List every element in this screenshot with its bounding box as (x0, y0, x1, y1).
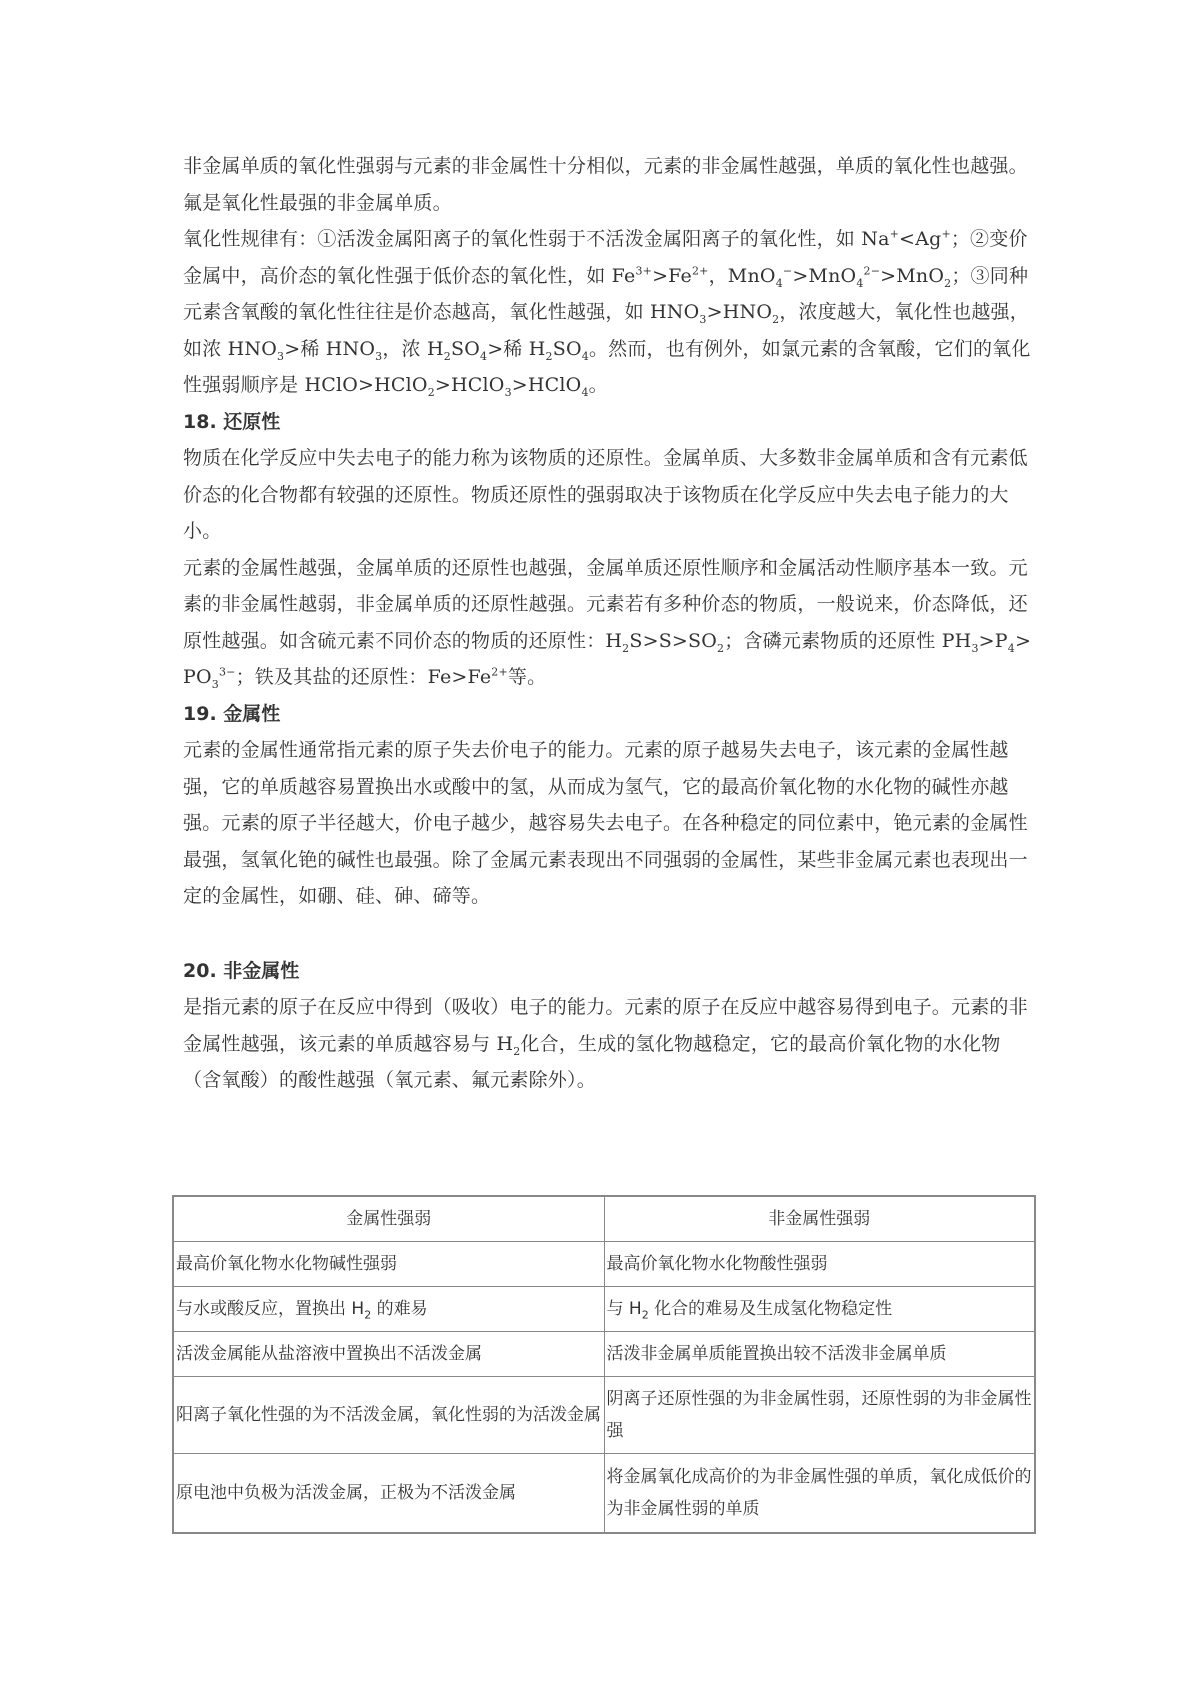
paragraph-oxidation-rules: 氧化性规律有：①活泼金属阳离子的氧化性弱于不活泼金属阳离子的氧化性，如 Na+<Ag+；②变价金属中，高价态的氧化性强于低价态的氧化性，如 $Fe^{3+}>Fe^{2+}$，MnO$_4$−>MnO$_4^{2-}$>MnO$_2$；③同种元素含氧酸的氧化性往往是价态越高，氧化性越强，如 $HNO_3>HNO_2$，浓度越大，氧化性也越强，如浓 $HNO_3>$稀 $HNO_3$，浓 $H_2SO_4>$稀 $H_2SO_4$。然而，也有例外，如氯元素的含氧酸，它们的氧化性强弱顺序是 HClO>HClO$_2$>HClO$_3$>HClO$_4$。 (183, 227, 1031, 399)
table-cell: 最高价氧化物水化物酸性强弱 (604, 1242, 1035, 1287)
table-header-nonmetal: 非金属性强弱 (604, 1196, 1035, 1242)
paragraph-reducibility-rules: 元素的金属性越强，金属单质的还原性也越强，金属单质还原性顺序和金属活动性顺序基本一致。元素的非金属性越弱，非金属单质的还原性越强。元素若有多种价态的物质，一般说来，价态降低，还原性越强。如含硫元素不同价态的物质的还原性：$H_2S>S>SO_2$；含磷元素物质的还原性 $PH_3>P_4>PO_3^{3-}$；铁及其盐的还原性：$Fe>Fe^{2+}$等。 (183, 556, 1032, 691)
table-header-metal: 金属性强弱 (173, 1196, 604, 1242)
table-cell: 活泼非金属单质能置换出较不活泼非金属单质 (604, 1332, 1035, 1377)
table-cell: 原电池中负极为活泼金属，正极为不活泼金属 (173, 1454, 604, 1534)
paragraph-reducibility-definition: 物质在化学反应中失去电子的能力称为该物质的还原性。金属单质、大多数非金属单质和含有元素低价态的化合物都有较强的还原性。物质还原性的强弱取决于该物质在化学反应中失去电子能力的大小。 (183, 447, 1028, 542)
table-row (173, 1377, 1035, 1454)
paragraph-nonmetallicity: 是指元素的原子在反应中得到（吸收）电子的能力。元素的原子在反应中越容易得到电子。元素的非金属性越强，该元素的单质越容易与 $H_2$化合，生成的氢化物越稳定，它的最高价氧化物的水化物（含氧酸）的酸性越强（氧元素、氟元素除外）。 (183, 996, 1028, 1091)
table-cell: 阳离子氧化性强的为不活泼金属，氧化性弱的为活泼金属 (173, 1377, 604, 1454)
table-cell: 最高价氧化物水化物碱性强弱 (173, 1242, 604, 1287)
table-cell: 与 $H_2$ 化合的难易及生成氢化物稳定性 (604, 1287, 1035, 1332)
table-row (173, 1287, 1035, 1332)
table-cell: 将金属氧化成高价的为非金属性强的单质，氧化成低价的为非金属性弱的单质 (604, 1454, 1035, 1534)
heading-18-reducibility: 18. 还原性 (183, 410, 281, 433)
heading-20-nonmetallicity: 20. 非金属性 (183, 959, 300, 982)
heading-19-metallicity: 19. 金属性 (183, 702, 281, 725)
document-body (183, 148, 1033, 1099)
table-header-row (173, 1196, 1035, 1242)
table-cell: 与水或酸反应，置换出 $H_2$ 的难易 (173, 1287, 604, 1332)
paragraph-metallicity: 元素的金属性通常指元素的原子失去价电子的能力。元素的原子越易失去电子，该元素的金属性越强，它的单质越容易置换出水或酸中的氢，从而成为氢气，它的最高价氧化物的水化物的碱性亦越强。元素的原子半径越大，价电子越少，越容易失去电子。在各种稳定的同位素中，铯元素的金属性最强，氢氧化铯的碱性也最强。除了金属元素表现出不同强弱的金属性，某些非金属元素也表现出一定的金属性，如硼、硅、砷、碲等。 (183, 739, 1028, 907)
table-cell: 阴离子还原性强的为非金属性弱，还原性弱的为非金属性强 (604, 1377, 1035, 1454)
comparison-table (172, 1195, 1036, 1534)
paragraph-nonmetal-oxidation: 非金属单质的氧化性强弱与元素的非金属性十分相似，元素的非金属性越强，单质的氧化性也越强。氟是氧化性最强的非金属单质。 (183, 155, 1028, 214)
table-row (173, 1332, 1035, 1377)
table-row (173, 1242, 1035, 1287)
table-cell: 活泼金属能从盐溶液中置换出不活泼金属 (173, 1332, 604, 1377)
table-row (173, 1454, 1035, 1534)
section-gap (183, 915, 1033, 953)
comparison-table-wrapper (172, 1195, 1036, 1534)
